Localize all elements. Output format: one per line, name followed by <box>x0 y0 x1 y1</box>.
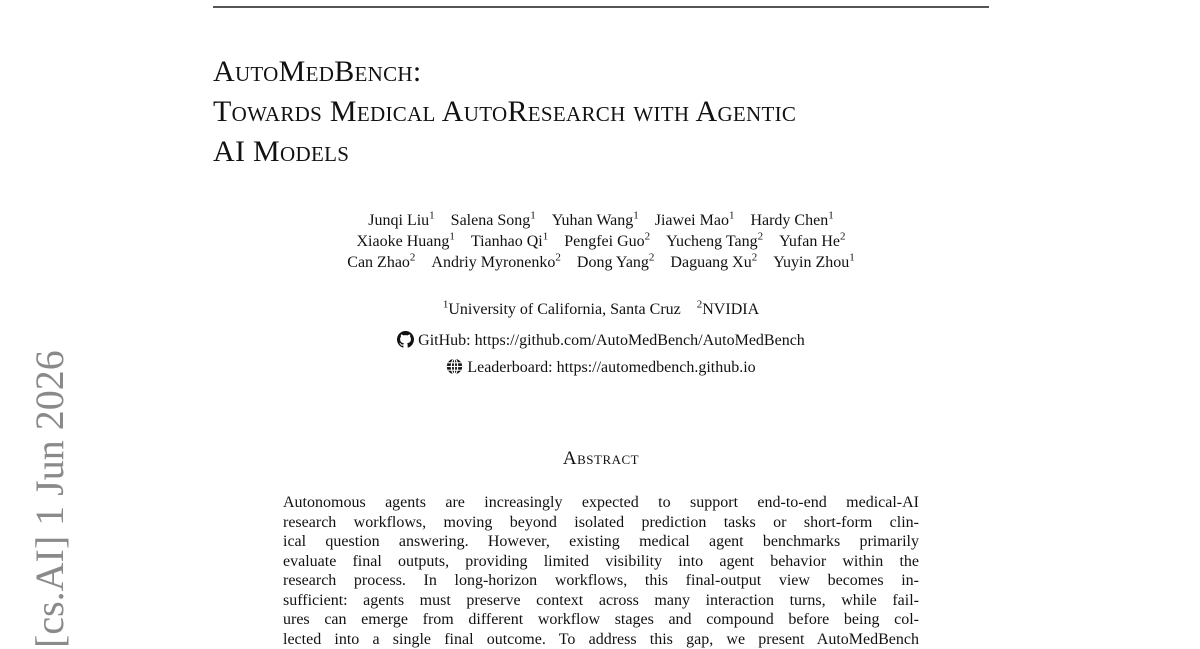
abstract-line: ures can emerge from different workflow stages and compound before being col- <box>283 610 919 630</box>
author-row <box>213 252 989 273</box>
author: Dong Yang$^2$ <box>577 254 655 271</box>
github-link[interactable] <box>213 330 989 352</box>
affiliations <box>213 299 989 321</box>
paper-title <box>213 52 1013 172</box>
author-row <box>213 210 989 231</box>
author: Salena Song$^1$ <box>451 212 536 229</box>
author: Tianhao Qi$^1$ <box>471 233 548 250</box>
author: Jiawei Mao$^1$ <box>655 212 735 229</box>
affiliation: $^2$NVIDIA <box>697 301 759 318</box>
abstract-line: Autonomous agents are increasingly expected to support end-to-end medical-AI <box>283 493 919 513</box>
globe-icon <box>446 358 463 375</box>
abstract-line: sufficient: agents must preserve context across many interaction turns, while fail- <box>283 591 919 611</box>
author-list <box>213 210 989 273</box>
title-line: Towards Medical AutoResearch with Agentic <box>213 92 1013 132</box>
abstract-line: lected into a single final outcome. To address this gap, we present AutoMedBench <box>283 630 919 649</box>
title-line: AI Models <box>213 132 1013 172</box>
author: Junqi Liu$^1$ <box>368 212 434 229</box>
github-icon <box>397 331 414 348</box>
author: Yufan He$^2$ <box>779 233 845 250</box>
author: Can Zhao$^2$ <box>347 254 415 271</box>
author: Daguang Xu$^2$ <box>670 254 757 271</box>
title-line: AutoMedBench: <box>213 52 1013 92</box>
abstract-line: ical question answering. However, existing medical agent benchmarks primarily <box>283 532 919 552</box>
author: Pengfei Guo$^2$ <box>564 233 650 250</box>
arxiv-stamp: [cs.AI] 1 Jun 2026 <box>30 350 70 648</box>
author: Yuhan Wang$^1$ <box>552 212 639 229</box>
author: Hardy Chen$^1$ <box>750 212 833 229</box>
github-link-text[interactable]: GitHub: https://github.com/AutoMedBench/AutoMedBench <box>418 332 805 349</box>
author: Yucheng Tang$^2$ <box>666 233 763 250</box>
abstract-line: evaluate final outputs, providing limited visibility into agent behavior within the <box>283 552 919 572</box>
author: Andriy Myronenko$^2$ <box>431 254 560 271</box>
author: Yuyin Zhou$^1$ <box>773 254 855 271</box>
affiliation: $^1$University of California, Santa Cruz <box>443 301 681 318</box>
abstract-line: research workflows, moving beyond isolated prediction tasks or short-form clin- <box>283 513 919 533</box>
abstract-heading: Abstract <box>213 446 989 472</box>
leaderboard-link[interactable] <box>213 357 989 379</box>
author-row <box>213 231 989 252</box>
leaderboard-link-text[interactable]: Leaderboard: https://automedbench.github.io <box>467 359 755 376</box>
abstract-body <box>283 493 919 649</box>
author: Xiaoke Huang$^1$ <box>357 233 455 250</box>
top-rule <box>213 6 989 8</box>
abstract-line: research process. In long-horizon workflows, this final-output view becomes in- <box>283 571 919 591</box>
